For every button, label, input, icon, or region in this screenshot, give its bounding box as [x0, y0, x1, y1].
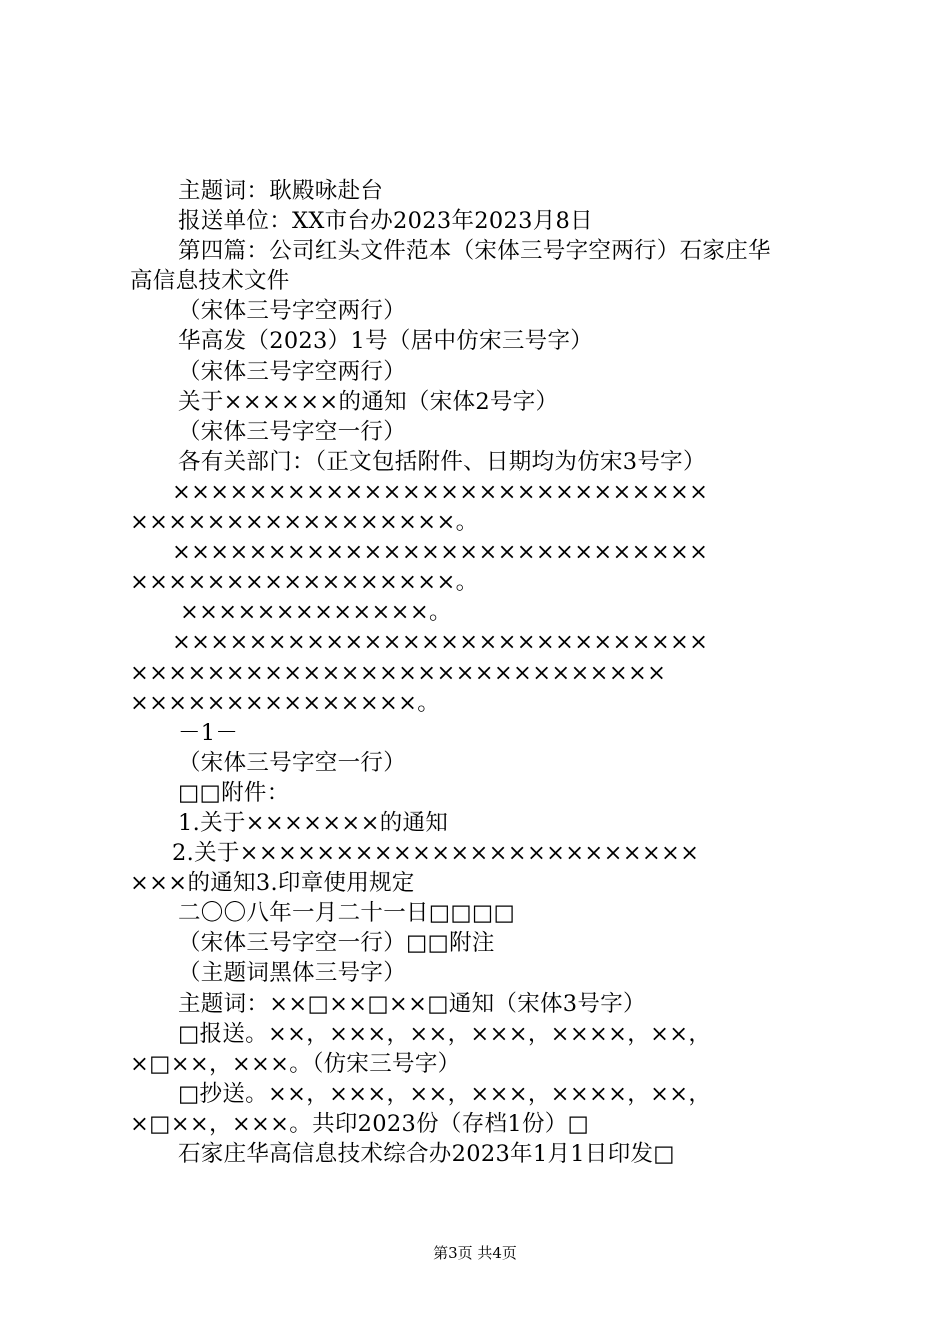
format-note-line: （宋体三号字空一行）□□附注	[178, 930, 495, 957]
body-paragraph-line: ××××××××××××××××××××××××××××	[172, 539, 709, 566]
format-note-line: （宋体三号字空一行）	[178, 749, 407, 776]
date-line: 二〇〇八年一月二十一日□□□□	[178, 900, 516, 927]
inline-page-number: －1－	[178, 719, 239, 746]
body-paragraph-line: ×××××××××××××××××。	[130, 509, 479, 536]
issuer-line: 石家庄华高信息技术综合办2023年1月1日印发□	[178, 1141, 675, 1167]
page-footer: 第3页 共4页	[433, 1244, 517, 1262]
attachment-item: 1.关于×××××××的通知	[178, 809, 449, 836]
body-paragraph-line: ×××××××××××××××××。	[130, 569, 479, 596]
body-paragraph-line: ×××××××××××××××。	[130, 689, 441, 716]
document-number-line: 华高发（2023）1号（居中仿宋三号字）	[178, 328, 594, 355]
attachment-item-continuation: ×××的通知3.印章使用规定	[130, 870, 415, 897]
subject-keywords-line: 主题词：××□××□××□通知（宋体3号字）	[178, 990, 646, 1017]
report-to-line: □报送。××，×××，××，×××，××××，××，	[178, 1020, 712, 1047]
copy-to-line: □抄送。××，×××，××，×××，××××，××，	[178, 1080, 712, 1107]
attachments-heading: □□附件：	[178, 779, 290, 806]
document-body	[130, 176, 830, 1169]
body-paragraph-line: ××××××××××××××××××××××××××××	[130, 659, 667, 686]
format-note-line: （宋体三号字空一行）	[178, 418, 407, 445]
report-unit-line: 报送单位：XX市台办2023年2023月8日	[178, 208, 593, 235]
section-title-line: 第四篇：公司红头文件范本（宋体三号字空两行）石家庄华	[178, 238, 771, 265]
body-paragraph-line: ×××××××××××××。	[180, 599, 452, 626]
format-note-line: （主题词黑体三号字）	[178, 960, 407, 987]
notice-title-line: 关于××××××的通知（宋体2号字）	[178, 388, 559, 415]
format-note-line: （宋体三号字空两行）	[178, 298, 407, 325]
format-note-line: （宋体三号字空两行）	[178, 358, 407, 385]
section-title-continuation: 高信息技术文件	[130, 268, 290, 295]
body-paragraph-line: ××××××××××××××××××××××××××××	[172, 629, 709, 656]
addressee-line: 各有关部门：（正文包括附件、日期均为仿宋3号字）	[178, 448, 706, 475]
body-paragraph-line: ××××××××××××××××××××××××××××	[172, 478, 709, 505]
attachment-item: 2.关于××××××××××××××××××××××××	[172, 840, 700, 867]
copy-to-continuation: ×□××，×××。共印2023份（存档1份）□	[130, 1110, 590, 1137]
subject-keywords-line: 主题词：耿殿咏赴台	[178, 178, 384, 204]
report-to-continuation: ×□××，×××。（仿宋三号字）	[130, 1050, 461, 1077]
